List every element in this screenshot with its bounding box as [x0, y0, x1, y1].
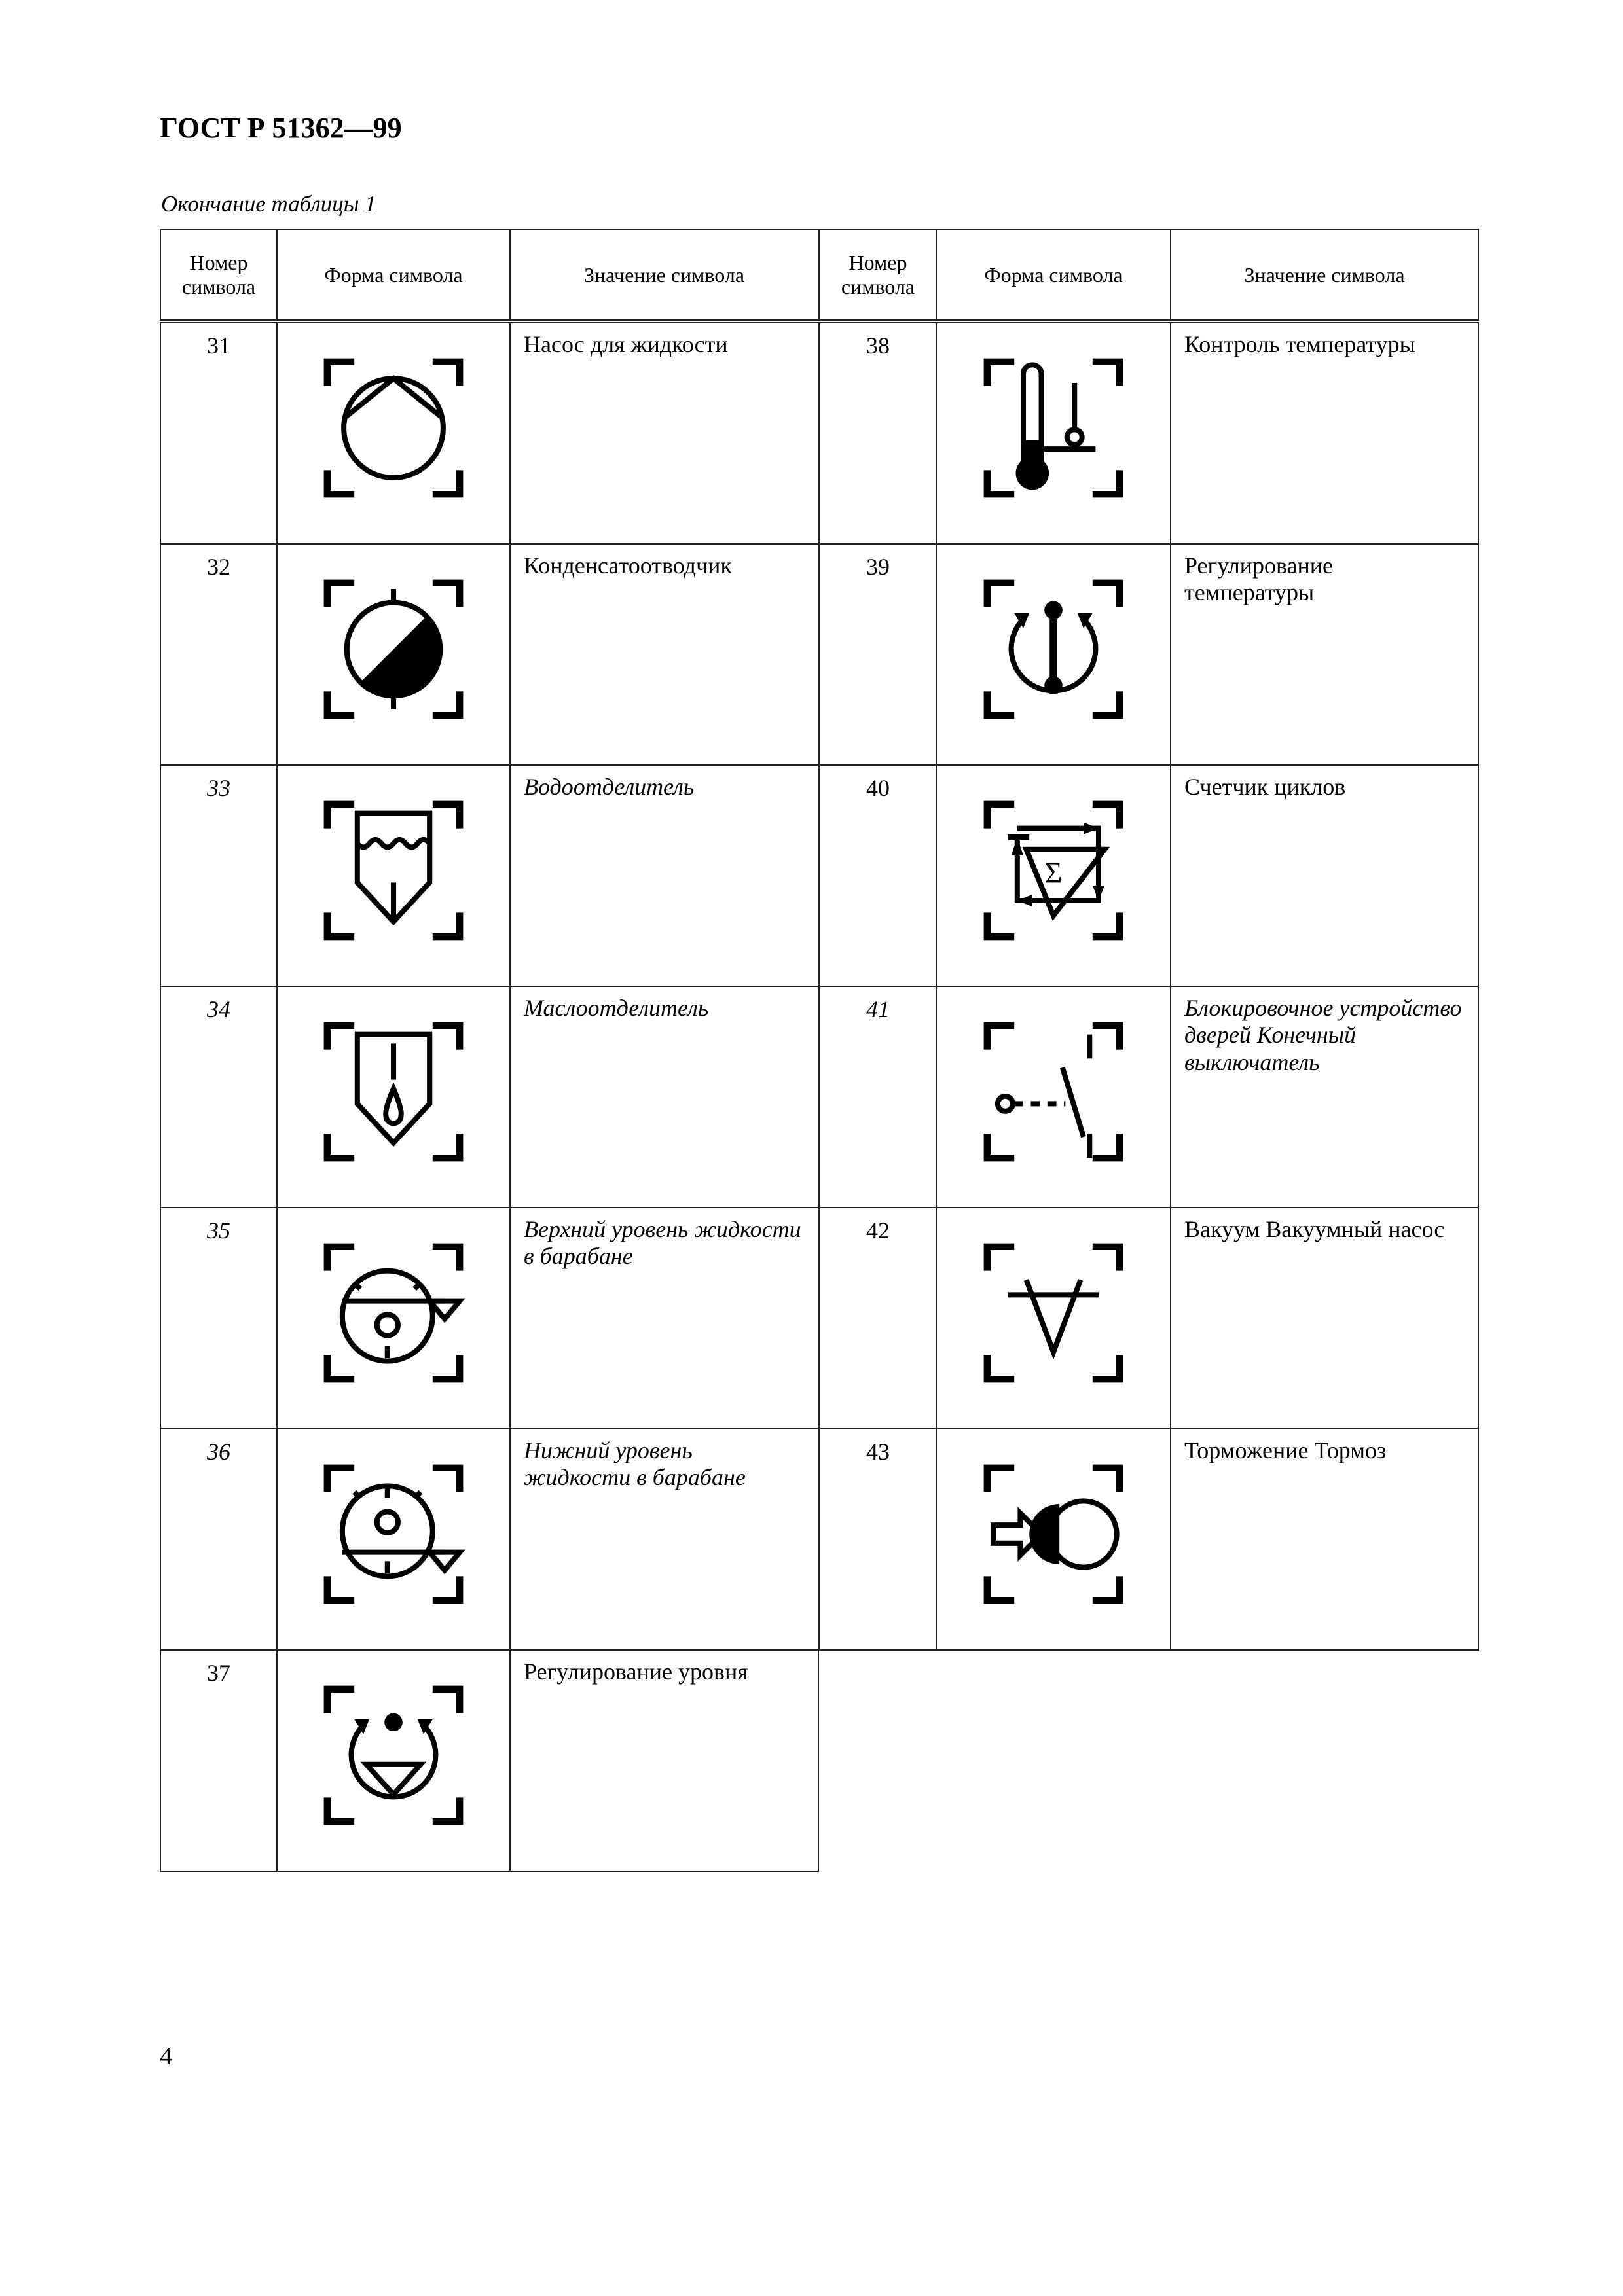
table-row	[160, 765, 818, 986]
symbol-form-cell	[277, 1650, 510, 1871]
symbol-form-cell	[277, 765, 510, 986]
symbol-form-cell	[277, 986, 510, 1208]
symbol-form-cell	[277, 544, 510, 765]
vacuum-icon	[978, 1238, 1129, 1388]
symbol-number: 37	[160, 1650, 277, 1871]
symbol-form-cell	[277, 321, 510, 544]
door-interlock-icon	[978, 1016, 1129, 1167]
drum-upper-level-icon	[318, 1238, 469, 1388]
table-row	[820, 544, 1478, 765]
header-form: Форма символа	[277, 230, 510, 321]
symbol-meaning: Регулирование температуры	[1171, 544, 1478, 765]
symbol-number: 38	[820, 321, 936, 544]
document-title: ГОСТ Р 51362—99	[160, 112, 402, 144]
header-number: Номер символа	[820, 230, 936, 321]
table-row	[160, 1650, 818, 1871]
table-row	[160, 544, 818, 765]
symbol-number: 33	[160, 765, 277, 986]
table-row	[820, 1208, 1478, 1429]
svg-text:Σ: Σ	[1044, 855, 1063, 889]
symbol-meaning: Регулирование уровня	[510, 1650, 818, 1871]
table-row	[820, 321, 1478, 544]
symbol-form-cell	[936, 1208, 1171, 1429]
temperature-monitor-icon	[978, 353, 1129, 503]
symbol-meaning: Контроль температуры	[1171, 321, 1478, 544]
table-row	[160, 321, 818, 544]
brake-icon	[978, 1459, 1129, 1609]
symbol-meaning: Водоотделитель	[510, 765, 818, 986]
symbol-number: 41	[820, 986, 936, 1208]
symbol-number: 32	[160, 544, 277, 765]
pump-icon	[318, 353, 469, 503]
table-row	[820, 986, 1478, 1208]
table-row	[820, 765, 1478, 986]
drum-lower-level-icon	[318, 1459, 469, 1609]
table-row	[160, 1429, 818, 1650]
symbol-meaning: Конденсатоотводчик	[510, 544, 818, 765]
temperature-control-icon	[978, 574, 1129, 725]
symbol-form-cell	[277, 1429, 510, 1650]
page-number: 4	[160, 2043, 172, 2070]
symbol-meaning: Верхний уровень жидкости в барабане	[510, 1208, 818, 1429]
steam-trap-icon	[318, 574, 469, 725]
symbol-meaning: Счетчик циклов	[1171, 765, 1478, 986]
symbol-form-cell	[936, 765, 1171, 986]
symbol-number: 35	[160, 1208, 277, 1429]
symbol-form-cell	[936, 321, 1171, 544]
table-row	[160, 986, 818, 1208]
symbol-meaning: Блокировочное устройство дверей Конечный выключатель	[1171, 986, 1478, 1208]
symbol-number: 36	[160, 1429, 277, 1650]
symbol-number: 34	[160, 986, 277, 1208]
table-row	[820, 1429, 1478, 1650]
symbol-form-cell	[936, 1429, 1171, 1650]
symbol-number: 40	[820, 765, 936, 986]
symbol-form-cell	[277, 1208, 510, 1429]
symbol-number: 43	[820, 1429, 936, 1650]
symbol-meaning: Вакуум Вакуумный насос	[1171, 1208, 1478, 1429]
symbol-meaning: Насос для жидкости	[510, 321, 818, 544]
header-meaning: Значение символа	[510, 230, 818, 321]
cycle-counter-icon	[978, 795, 1129, 946]
table-row	[160, 1208, 818, 1429]
symbol-number: 31	[160, 321, 277, 544]
table-caption: Окончание таблицы 1	[161, 191, 376, 217]
oil-separator-icon	[318, 1016, 469, 1167]
symbol-meaning: Торможение Тормоз	[1171, 1429, 1478, 1650]
header-number: Номер символа	[160, 230, 277, 321]
symbol-meaning: Нижний уровень жидкости в барабане	[510, 1429, 818, 1650]
symbol-number: 42	[820, 1208, 936, 1429]
symbol-form-cell	[936, 544, 1171, 765]
symbol-meaning: Маслоотделитель	[510, 986, 818, 1208]
symbols-table-left	[160, 229, 819, 1872]
level-control-icon	[318, 1680, 469, 1831]
header-form: Форма символа	[936, 230, 1171, 321]
symbol-number: 39	[820, 544, 936, 765]
symbols-table-right	[819, 229, 1479, 1651]
header-meaning: Значение символа	[1171, 230, 1478, 321]
symbol-form-cell	[936, 986, 1171, 1208]
water-separator-icon	[318, 795, 469, 946]
